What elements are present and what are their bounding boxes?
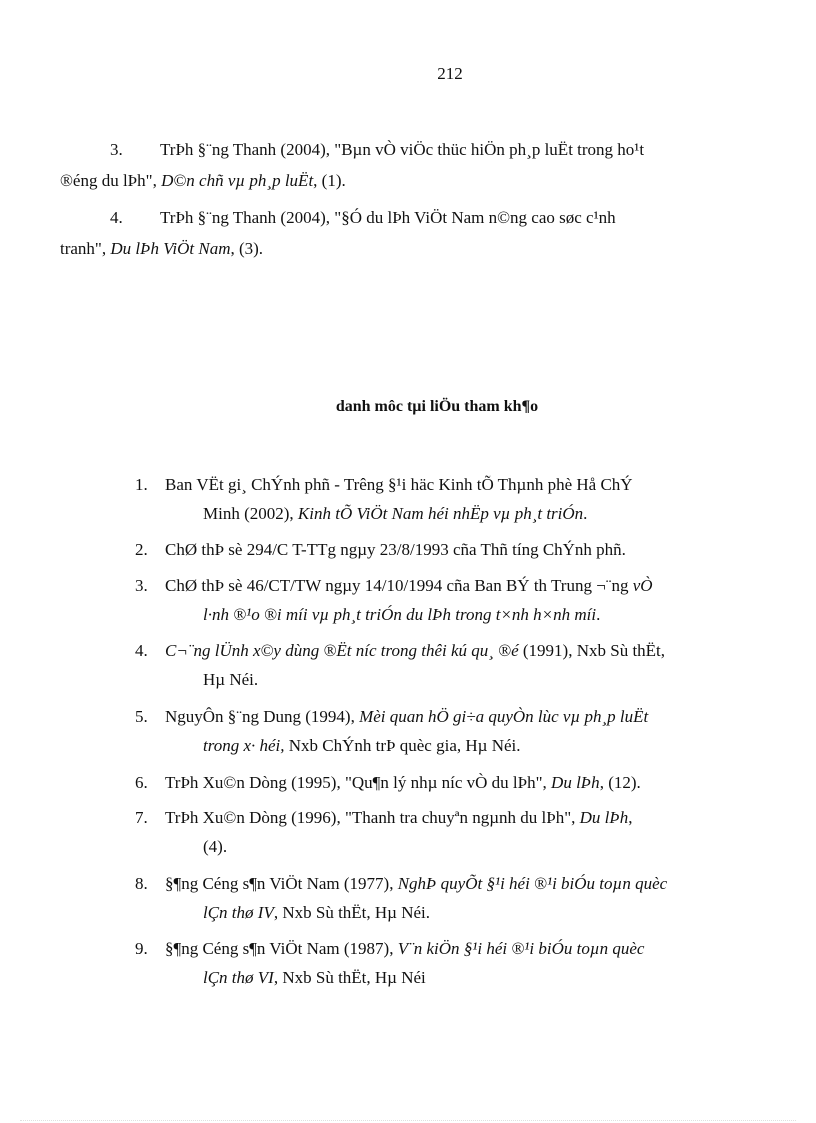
reference-item: 8. §¶ng Céng s¶n ViÖt Nam (1977), NghÞ quyÕt §¹i héi ®¹i biÓu toµn quèc lÇn thø IV, Nxb Sù thËt, Hµ Néi. xyxy=(135,874,668,922)
references-heading: danh môc tµi liÖu tham kh¶o xyxy=(335,398,539,415)
reference-item: 6. TrÞh Xu©n Dòng (1995), "Qu¶n lý nhµ níc vÒ du lÞh", Du lÞh, (12). xyxy=(135,773,641,792)
entry-number: 4. xyxy=(110,208,123,227)
reference-item: 7. TrÞh Xu©n Dòng (1996), "Thanh tra chuyªn ngµnh du lÞh", Du lÞh, (4). xyxy=(135,808,633,856)
entry-text: TrÞh §¨ng Thanh (2004), "Bµn vÒ viÖc thüc hiÖn ph¸p luËt trong ho¹t ®éng du lÞh", D©n chñ vµ ph¸p luËt, (1). xyxy=(60,140,645,190)
page-bottom-edge xyxy=(20,1120,796,1121)
reference-item: 3. ChØ thÞ sè 46/CT/TW ngµy 14/10/1994 cña Ban BÝ th Trung ¬¨ng vÒ l·nh ®¹o ®i míi vµ ph¸t triÓn du lÞh trong t×nh h×nh míi. xyxy=(135,576,653,624)
entry-4 xyxy=(60,202,740,264)
reference-item: 5. NguyÔn §¨ng Dung (1994), Mèi quan hÖ gi÷a quyÒn lùc vµ ph¸p luËt trong x· héi, Nxb ChÝnh trÞ quèc gia, Hµ Néi. xyxy=(135,707,649,755)
reference-item: 9. §¶ng Céng s¶n ViÖt Nam (1987), V¨n kiÖn §¹i héi ®¹i biÓu toµn quèc lÇn thø VI, Nxb Sù thËt, Hµ Néi xyxy=(135,939,645,987)
entry-number: 3. xyxy=(110,140,123,159)
reference-item: 2. ChØ thÞ sè 294/C T-TTg ngµy 23/8/1993 cña Thñ tíng ChÝnh phñ. xyxy=(135,540,626,559)
entry-text: TrÞh §¨ng Thanh (2004), "§Ó du lÞh ViÖt Nam n©ng cao søc c¹nh tranh", Du lÞh ViÖt Nam, (3). xyxy=(60,208,616,258)
page-number: 212 xyxy=(437,64,463,83)
reference-item: 1. Ban VËt gi¸ ChÝnh phñ - Trêng §¹i häc Kinh tÕ Thµnh phè Hå ChÝ Minh (2002), Kinh tÕ ViÖt Nam héi nhËp vµ ph¸t triÓn. xyxy=(135,475,633,523)
reference-item: 4. C¬¨ng lÜnh x©y dùng ®Ët níc trong thêi kú qu¸ ®é (1991), Nxb Sù thËt, Hµ Néi. xyxy=(135,641,666,689)
entry-3 xyxy=(60,134,740,196)
